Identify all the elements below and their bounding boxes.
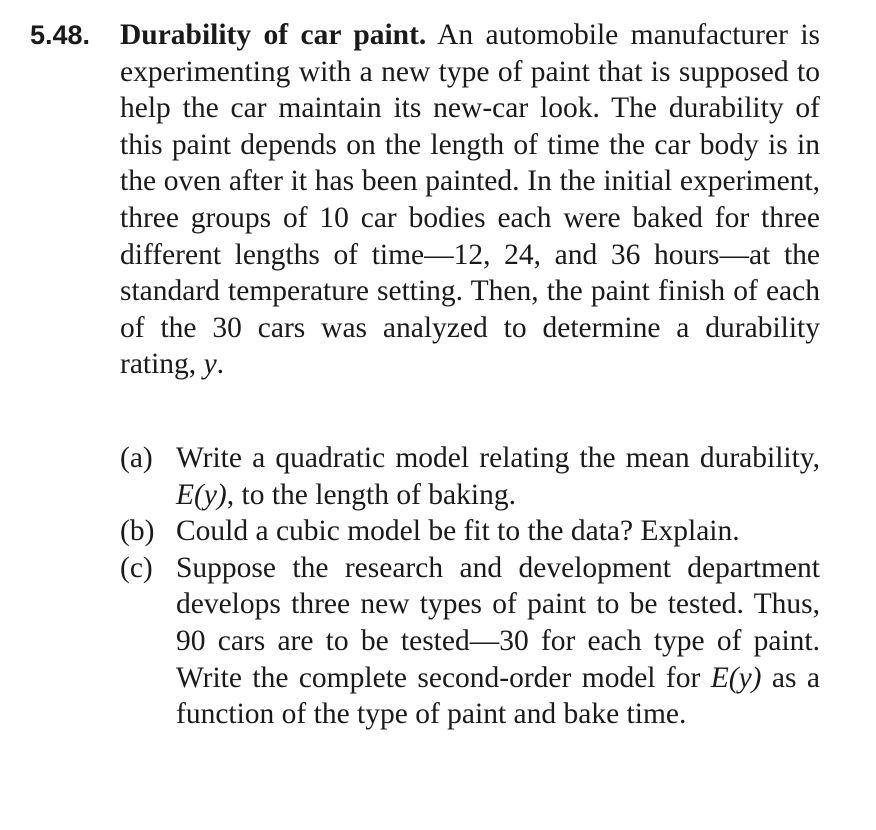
part-a	[120, 440, 820, 513]
problem-text-end: .	[216, 348, 225, 381]
problem-text: An automobile manufacturer is experimenting with a new type of paint that is supposed to help the car maintain its new-car look. The durability of this paint depends on the length of time the car body is in the oven after it has been painted. In the initial experiment, three groups of 10 car bodies each were baked for three different lengths of time—12, 24, and 36 hours—at the standard temperature setting. Then, the paint finish of each of the 30 cars was analyzed to determine a durability rating,	[120, 19, 820, 381]
part-b	[120, 513, 820, 550]
exercise-5-48	[30, 17, 820, 383]
part-label: (b)	[120, 515, 155, 548]
part-text: Suppose the research and development department develops three new types of paint to be tested. Thus, 90 cars are to be tested—30 for each type of paint. Write the complete second-order model for	[176, 551, 820, 694]
part-label: (c)	[120, 551, 153, 584]
part-text: Could a cubic model be fit to the data? Explain.	[176, 515, 740, 548]
part-text-end: , to the length of baking.	[226, 478, 516, 511]
math-expression: E(y)	[176, 478, 227, 511]
part-label: (a)	[120, 442, 153, 474]
part-text: Write a quadratic model relating the mean durability,	[176, 442, 820, 474]
variable-y: y	[203, 348, 217, 381]
question-parts	[120, 440, 820, 733]
part-text-end: as a function of the type of paint and bake time.	[176, 661, 821, 731]
problem-title: Durability of car paint.	[120, 19, 427, 51]
part-c	[120, 550, 820, 733]
problem-number: 5.48.	[30, 20, 91, 50]
math-expression: E(y)	[710, 661, 762, 694]
problem-statement	[120, 17, 820, 383]
